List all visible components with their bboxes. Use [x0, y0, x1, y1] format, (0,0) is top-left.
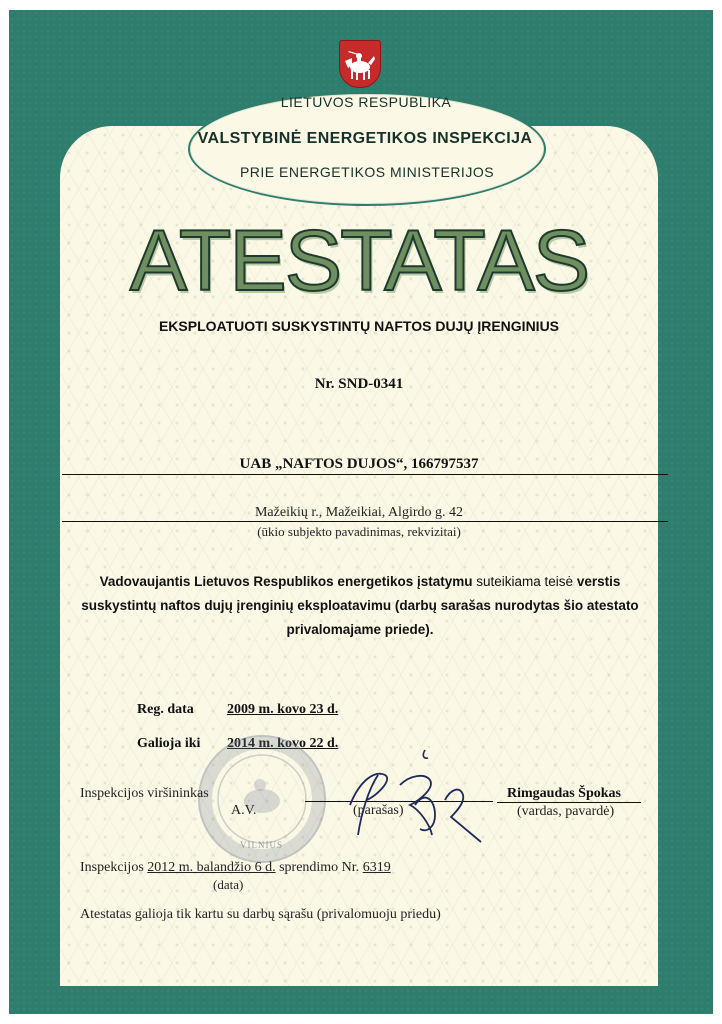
decision-prefix: Inspekcijos [80, 860, 144, 875]
seal-label: A.V. [231, 803, 257, 818]
valid-until-value: 2014 m. kovo 22 d. [227, 736, 339, 751]
address-caption: (ūkio subjekto pavadinimas, rekvizitai) [257, 524, 461, 539]
decision-date: 2012 m. balandžio 6 d. [147, 860, 276, 875]
signature-caption: (parašas) [353, 803, 404, 818]
authorization-paragraph [72, 570, 648, 642]
signer-role: Inspekcijos viršininkas [80, 786, 209, 801]
paragraph-part-3: verstis suskystintų naftos dujų įrenginių eksploatavimu (darbų sarašas nurodytas šio atestato privalomajame priede). [81, 574, 639, 637]
reg-date-value: 2009 m. kovo 23 d. [227, 702, 339, 717]
company-address: Mažeikių r., Mažeikiai, Algirdo g. 42 [254, 505, 463, 520]
decision-number: 6319 [362, 860, 391, 875]
seal-text: VILNIUS [240, 840, 283, 850]
reg-date-label: Reg. data [137, 702, 194, 717]
paragraph-part-1: Vadovaujantis Lietuvos Respublikos energetikos įstatymu [99, 574, 473, 589]
company-rule [62, 474, 668, 475]
document-title: ATESTATAS [129, 213, 589, 309]
paragraph-part-2: suteikiama teisė [476, 574, 574, 589]
signer-caption: (vardas, pavardė) [517, 804, 615, 819]
decision-date-caption: (data) [213, 877, 244, 892]
signer-name: Rimgaudas Špokas [507, 786, 621, 801]
document-subtitle: EKSPLOATUOTI SUSKYSTINTŲ NAFTOS DUJŲ ĮRENGINIUS [158, 318, 560, 334]
coat-of-arms-icon [339, 40, 381, 88]
header-country: LIETUVOS RESPUBLIKA [280, 94, 452, 110]
decision-middle: sprendimo Nr. [279, 860, 360, 875]
signer-rule [497, 802, 641, 803]
valid-until-label: Galioja iki [137, 736, 201, 751]
footer-note: Atestatas galioja tik kartu su darbų sąrašu (privalomuoju priedu) [80, 907, 441, 922]
company-name: UAB „NAFTOS DUJOS“, 166797537 [239, 456, 479, 472]
decision-line [80, 860, 391, 876]
header-ministry: PRIE ENERGETIKOS MINISTERIJOS [239, 164, 495, 180]
address-rule [62, 521, 668, 522]
certificate-number: Nr. SND-0341 [314, 376, 404, 392]
handwritten-signature [330, 745, 490, 855]
header-agency: VALSTYBINĖ ENERGETIKOS INSPEKCIJA [197, 130, 533, 147]
